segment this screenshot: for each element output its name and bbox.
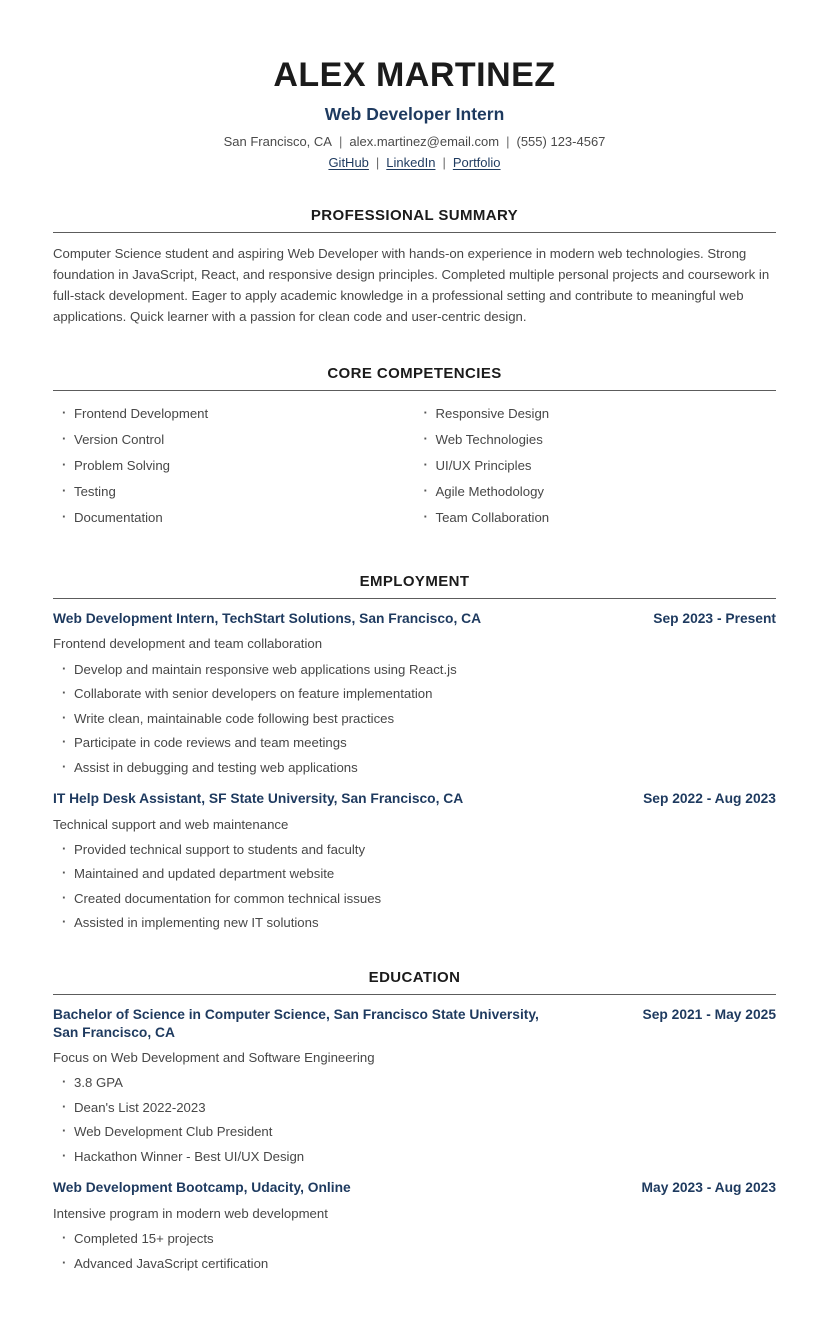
entry-title: Bachelor of Science in Computer Science, San Francisco State University, San Francisco, CA (53, 1006, 539, 1040)
section-core-competencies (53, 365, 776, 536)
bullet-item: · Web Development Club President (53, 1124, 776, 1141)
bullet-item: · Testing (53, 484, 415, 501)
bullet-item: · Develop and maintain responsive web applications using React.js (53, 662, 776, 679)
entry-bullet-list (53, 662, 776, 777)
contact-email: alex.martinez@email.com (349, 134, 500, 150)
employment-entries (53, 610, 776, 932)
section-education (53, 969, 776, 1272)
bullet-item: · Documentation (53, 510, 415, 527)
bullet-item: · Frontend Development (53, 406, 415, 423)
section-heading-education: EDUCATION (368, 968, 461, 986)
separator: | (375, 155, 380, 171)
separator: | (442, 155, 446, 171)
competency-list-left (53, 406, 415, 536)
bullet-item: · Completed 15+ projects (53, 1231, 776, 1248)
section-divider (53, 390, 776, 391)
section-heading-employment: EMPLOYMENT (359, 572, 470, 590)
employment-entry (53, 790, 776, 932)
contact-phone: (555) 123-4567 (516, 134, 606, 150)
section-divider (53, 994, 776, 995)
linkedin-link[interactable]: LinkedIn (386, 155, 436, 171)
bullet-item: · Collaborate with senior developers on feature implementation (53, 686, 776, 703)
contact-line (53, 134, 776, 149)
contact-location: San Francisco, CA (223, 134, 332, 150)
bullet-item: · Version Control (53, 432, 415, 449)
entry-subtitle: Technical support and web maintenance (53, 816, 289, 832)
entry-header (53, 1179, 776, 1197)
entry-subtitle: Frontend development and team collaboration (53, 636, 323, 652)
bullet-item: · Web Technologies (415, 432, 777, 449)
bullet-item: · Write clean, maintainable code following best practices (53, 711, 776, 728)
bullet-item: · Created documentation for common technical issues (53, 891, 776, 908)
bullet-item: · Responsive Design (415, 406, 777, 423)
bullet-item: · Hackathon Winner - Best UI/UX Design (53, 1149, 776, 1166)
entry-subtitle: Intensive program in modern web development (53, 1206, 328, 1222)
resume-header (53, 57, 776, 170)
section-professional-summary (53, 207, 776, 327)
bullet-item: · Problem Solving (53, 458, 415, 475)
bullet-item: · UI/UX Principles (415, 458, 777, 475)
section-heading-competencies: CORE COMPETENCIES (327, 364, 502, 382)
education-entry (53, 1006, 776, 1165)
bullet-item: · Participate in code reviews and team meetings (53, 735, 776, 752)
entry-bullet-list (53, 1075, 776, 1165)
github-link[interactable]: GitHub (328, 155, 369, 171)
entry-header (53, 610, 776, 628)
entry-dates: May 2023 - Aug 2023 (641, 1180, 776, 1196)
education-entry (53, 1179, 776, 1272)
separator: | (506, 134, 510, 150)
portfolio-link[interactable]: Portfolio (452, 155, 501, 171)
employment-entry (53, 610, 776, 776)
bullet-item: · Provided technical support to students and faculty (53, 842, 776, 859)
bullet-item: · Dean's List 2022-2023 (53, 1100, 776, 1117)
candidate-job-title: Web Developer Intern (324, 104, 505, 125)
section-heading-summary: PROFESSIONAL SUMMARY (310, 207, 519, 225)
entry-title: Web Development Bootcamp, Udacity, Online (53, 1180, 351, 1196)
separator: | (338, 134, 343, 150)
entry-bullet-list (53, 1231, 776, 1272)
summary-paragraph: Computer Science student and aspiring Web Developer with hands-on experience in modern web technologies. Strong foundation in JavaScript, React, and responsive design principles. Completed multiple personal projects and coursework in full-stack development. Eager to apply academic knowledge in a professional setting and contribute to meaningful web applications. Quick learner with a passion for clean code and user-centric design. (53, 246, 770, 324)
bullet-item: · Assist in debugging and testing web applications (53, 760, 776, 777)
entry-title: IT Help Desk Assistant, SF State University, San Francisco, CA (53, 791, 464, 807)
entry-bullet-list (53, 842, 776, 932)
section-divider (53, 232, 776, 233)
candidate-name: ALEX MARTINEZ (273, 56, 556, 94)
entry-header (53, 790, 776, 808)
entry-dates: Sep 2023 - Present (653, 610, 776, 626)
entry-dates: Sep 2022 - Aug 2023 (643, 791, 776, 807)
bullet-item: · Team Collaboration (415, 510, 777, 527)
bullet-item: · Assisted in implementing new IT solutions (53, 915, 776, 932)
entry-dates: Sep 2021 - May 2025 (642, 1006, 776, 1022)
section-employment (53, 573, 776, 932)
entry-title: Web Development Intern, TechStart Solutions, San Francisco, CA (53, 610, 482, 626)
bullet-item: · Advanced JavaScript certification (53, 1256, 776, 1273)
entry-header (53, 1006, 776, 1041)
links-line (53, 155, 776, 170)
section-divider (53, 598, 776, 599)
education-entries (53, 1006, 776, 1272)
competency-list-right (415, 406, 777, 536)
competencies-columns (53, 406, 776, 536)
entry-subtitle: Focus on Web Development and Software Engineering (53, 1050, 375, 1066)
bullet-item: · Maintained and updated department website (53, 866, 776, 883)
bullet-item: · 3.8 GPA (53, 1075, 776, 1092)
bullet-item: · Agile Methodology (415, 484, 777, 501)
